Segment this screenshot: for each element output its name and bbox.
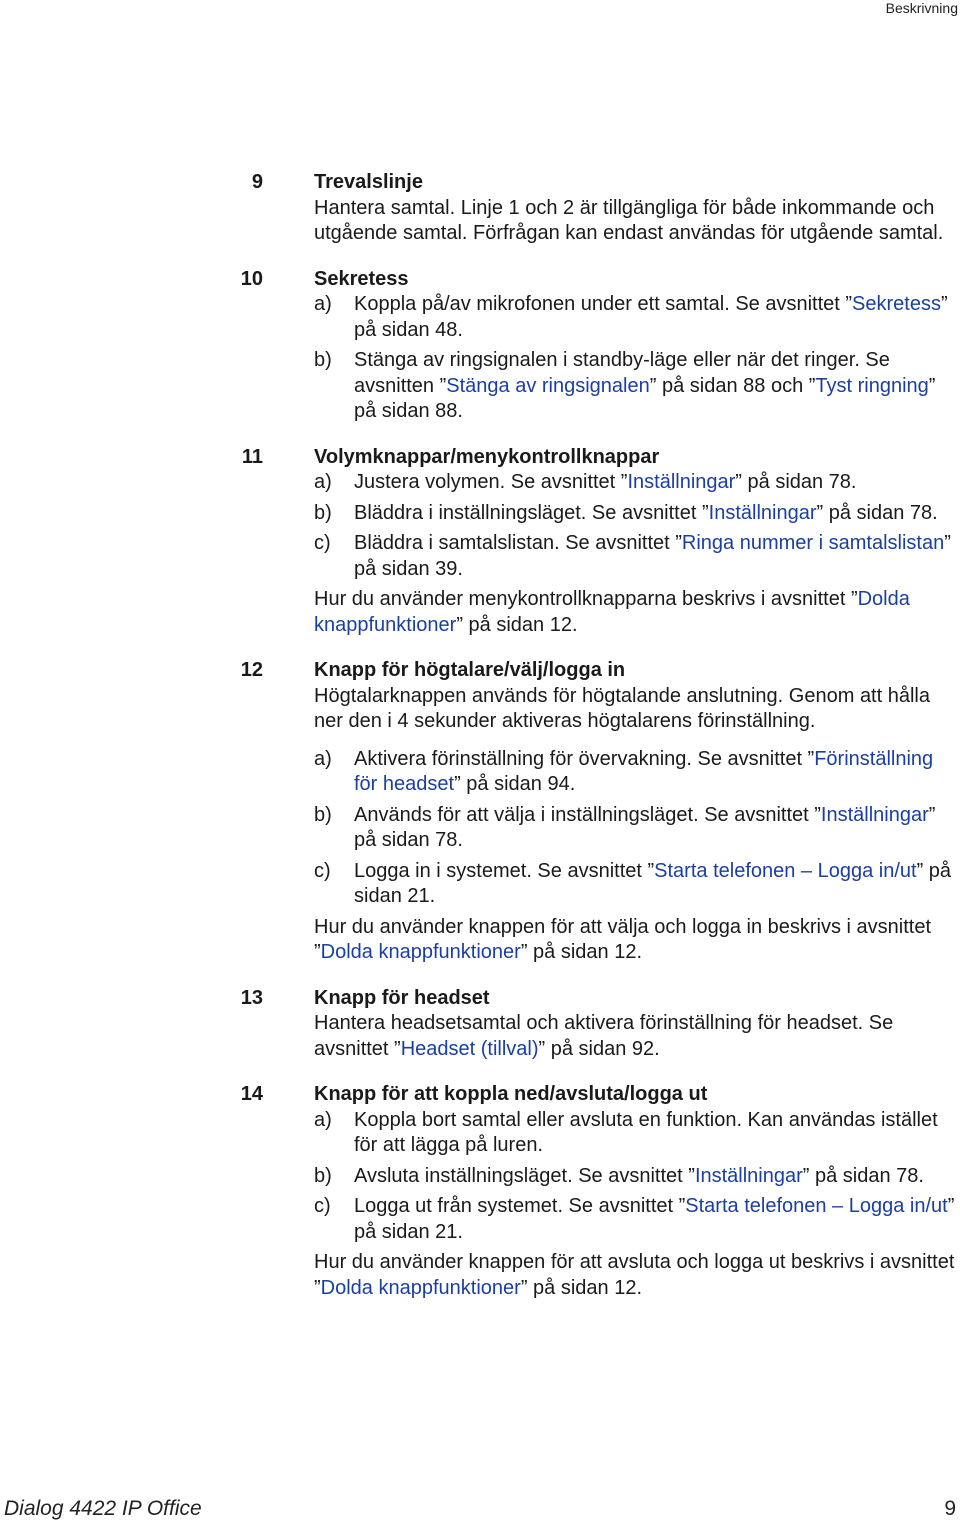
note-text: ” på sidan 12. [520,941,643,963]
item-title: Trevalslinje [314,171,423,193]
key-descriptions [0,170,960,1321]
sub-text: Logga ut från systemet. Se avsnittet ” [354,1195,686,1217]
sub-item-c [314,859,956,910]
sub-label: a) [314,747,332,770]
sub-item-b [314,348,956,425]
cross-ref-link[interactable]: Inställningar [820,803,929,826]
item-body [314,267,956,425]
item-number: 9 [251,171,263,193]
item-14 [0,1082,960,1301]
sub-label: b) [314,803,332,826]
sub-text: Avsluta inställningsläget. Se avsnittet ” [354,1164,695,1187]
item-body [314,658,956,966]
page-number: 9 [944,1497,956,1520]
item-10 [0,267,960,425]
item-text: Högtalarknappen används för högtalande anslutning. Genom att hålla ner den i 4 sekunder aktiveras högtalarens förinställning. [314,684,930,732]
item-body [314,170,956,247]
sub-item-c [314,531,956,582]
sub-text: Bläddra i samtalslistan. Se avsnittet ” [354,532,682,554]
item-note [314,915,956,966]
sub-label: b) [314,501,332,524]
item-number: 13 [240,986,263,1009]
sub-item-a [314,1108,956,1159]
sub-text: ” på sidan 21. [354,859,952,907]
item-12 [0,658,960,966]
sub-label: a) [314,293,332,315]
cross-ref-link[interactable]: Sekretess [852,293,941,315]
sub-text: Justera volymen. Se avsnittet ” [354,471,628,493]
item-9 [0,170,960,247]
item-number: 14 [240,1083,263,1105]
note-text: Hur du använder knappen för att avsluta och logga ut beskrivs i avsnittet ” [314,1251,955,1299]
note-text: Hur du använder knappen för att välja och logga in beskrivs i avsnittet ” [314,915,932,963]
sub-text: ” på sidan 21. [354,1195,955,1243]
cross-ref-link[interactable]: Headset (tillval) [400,1037,539,1060]
item-number: 10 [240,267,263,290]
note-text: ” på sidan 12. [456,613,578,636]
sub-text: Logga in i systemet. Se avsnittet ” [354,859,655,882]
sub-label: c) [314,859,331,882]
cross-ref-link[interactable]: Starta telefonen – Logga in/ut [685,1195,948,1217]
cross-ref-link[interactable]: Tyst ringning [815,374,929,397]
note-text: Hantera headsetsamtal och aktivera förinställning för headset. Se avsnittet ” [314,1012,894,1060]
cross-ref-link[interactable]: Dolda knappfunktioner [320,941,521,963]
sub-item-a [314,470,956,496]
sub-text: ” på sidan 88. [354,374,936,422]
note-text: ” på sidan 12. [520,1276,643,1299]
item-13 [0,986,960,1063]
running-header: Beskrivning [885,0,958,16]
sub-text: ” på sidan 94. [454,773,576,795]
sub-item-b [314,501,956,527]
item-note [314,587,956,638]
cross-ref-link[interactable]: Förinställning för headset [354,747,934,795]
item-title: Knapp för att koppla ned/avsluta/logga ut [314,1083,708,1105]
item-body [314,1082,956,1301]
sub-label: a) [314,471,332,493]
note-text: Hur du använder menykontrollknapparna beskrivs i avsnittet ” [314,588,858,610]
sub-text: Koppla bort samtal eller avsluta en funktion. Kan användas istället för att lägga på luren. [354,1108,938,1156]
sub-label: b) [314,1164,332,1187]
sub-item-a [314,292,956,343]
item-text [314,1011,956,1062]
sub-item-c [314,1194,956,1245]
cross-ref-link[interactable]: Dolda knappfunktioner [314,588,910,636]
sub-text: Stänga av ringsignalen i standby-läge eller när det ringer. Se avsnitten ” [354,349,890,397]
sub-text: Koppla på/av mikrofonen under ett samtal. Se avsnittet ” [354,293,853,315]
item-number: 12 [240,659,263,681]
cross-ref-link[interactable]: Inställningar [627,471,736,493]
item-title: Sekretess [314,267,409,290]
sub-label: b) [314,349,332,371]
cross-ref-link[interactable]: Starta telefonen – Logga in/ut [654,859,917,882]
sub-text: ” på sidan 78. [354,803,936,851]
sub-text: ” på sidan 78. [735,471,857,493]
cross-ref-link[interactable]: Stänga av ringsignalen [446,374,650,397]
cross-ref-link[interactable]: Inställningar [694,1164,803,1187]
sub-text: ” på sidan 39. [354,532,951,580]
item-number: 11 [241,445,263,468]
note-text: ” på sidan 92. [538,1037,660,1060]
sub-text: Bläddra i inställningsläget. Se avsnittet ” [354,501,709,524]
sub-label: c) [314,532,331,554]
cross-ref-link[interactable]: Inställningar [708,501,817,524]
sub-item-b [314,803,956,854]
sub-text: Används för att välja i inställningsläget. Se avsnittet ” [354,803,821,826]
footer-product-name: Dialog 4422 IP Office [4,1497,202,1520]
item-body [314,986,956,1063]
sub-label: c) [314,1195,331,1217]
cross-ref-link[interactable]: Ringa nummer i samtalslistan [681,532,945,554]
sub-text: Aktivera förinställning för övervakning. Se avsnittet ” [354,747,815,770]
sub-label: a) [314,1108,332,1131]
sub-text: ” på sidan 48. [354,293,948,341]
cross-ref-link[interactable]: Dolda knappfunktioner [320,1276,521,1299]
item-note [314,1250,956,1301]
sub-text: ” på sidan 88 och ” [649,374,816,397]
sub-text: ” på sidan 78. [816,501,938,524]
sub-item-b [314,1164,956,1190]
sub-text: ” på sidan 78. [802,1164,924,1187]
item-text: Hantera samtal. Linje 1 och 2 är tillgängliga för både inkommande och utgående samtal. Förfrågan kan endast användas för utgående samtal. [314,196,944,244]
item-title: Knapp för headset [314,986,490,1009]
item-body [314,445,956,639]
item-title: Volymknappar/menykontrollknappar [314,445,660,468]
item-title: Knapp för högtalare/välj/logga in [314,659,626,681]
item-11 [0,445,960,639]
sub-item-a [314,747,956,798]
